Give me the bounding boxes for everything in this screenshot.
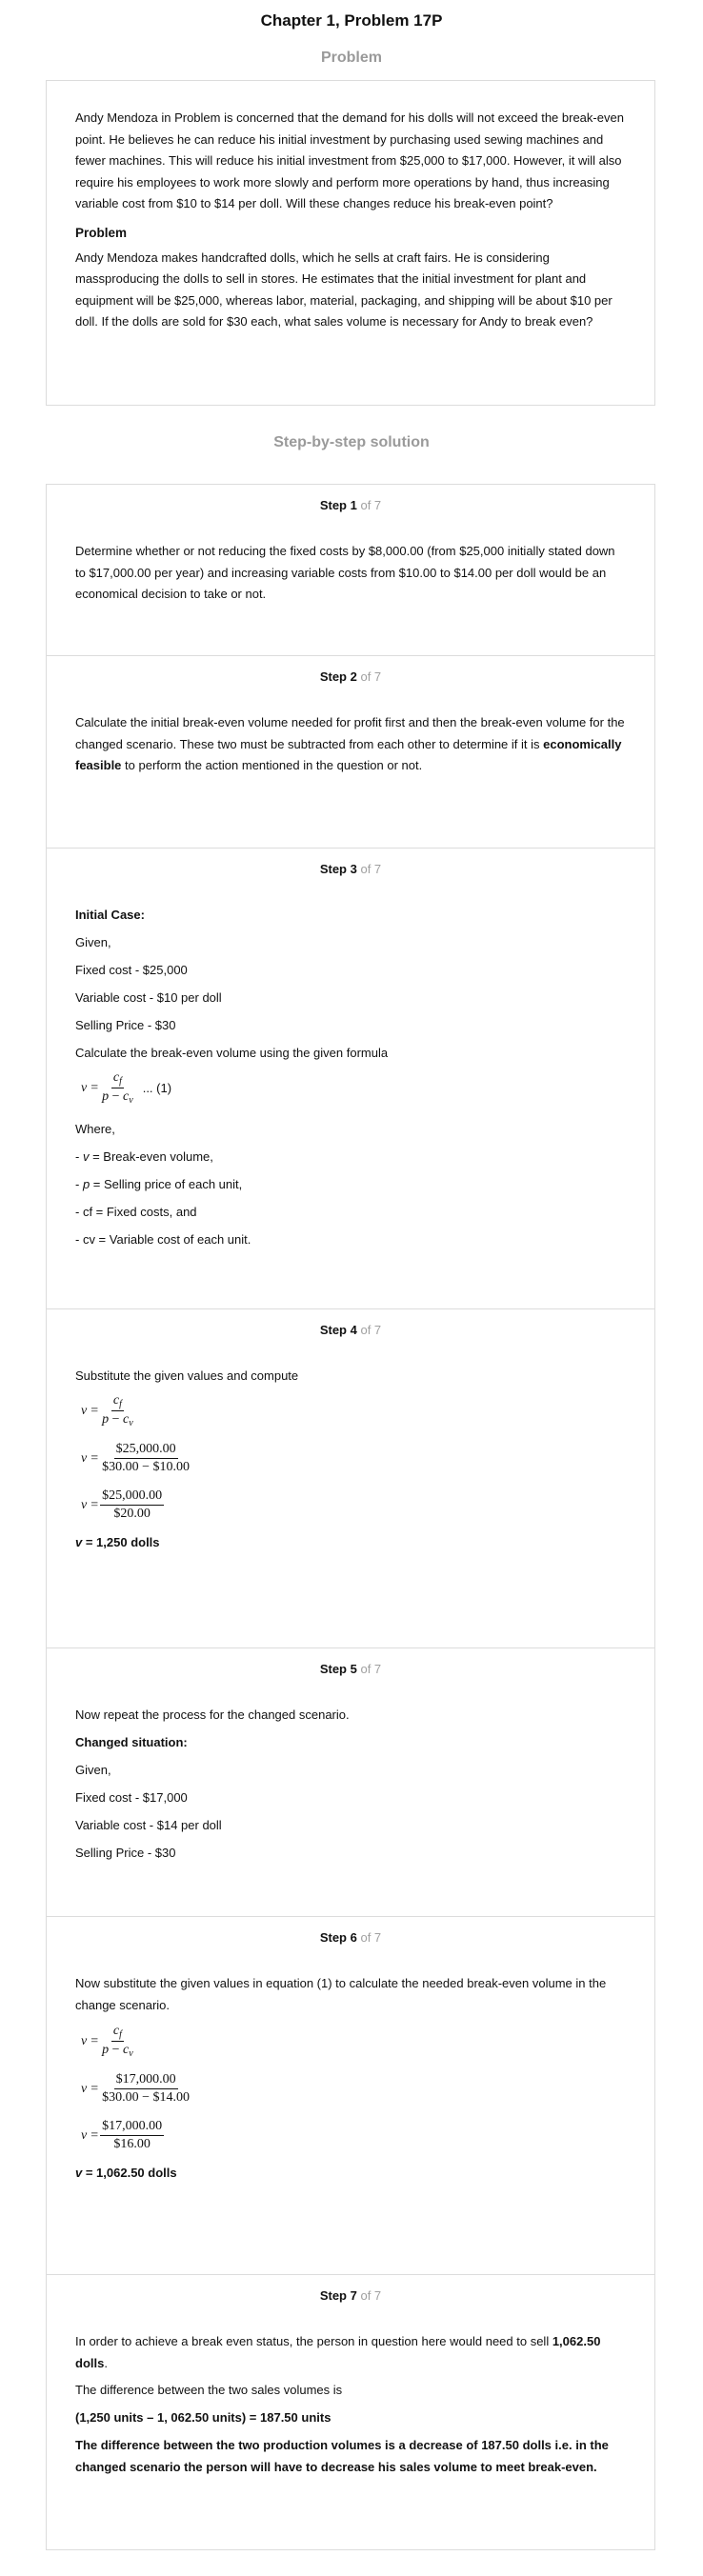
problem-heading: Problem bbox=[320, 50, 382, 66]
step-5 bbox=[46, 1647, 655, 1916]
step-6 bbox=[46, 1916, 655, 2274]
step-6-formula: v = $\frac{c_f}{p - c_v}$ bbox=[81, 2024, 133, 2059]
step-3-given: Given, bbox=[75, 935, 111, 949]
step-5-case-label: Changed situation: bbox=[75, 1735, 188, 1749]
step-5-header: Step 5 of 7 bbox=[319, 1662, 382, 1676]
step-7-text-a: In order to achieve a break even status, the person in question here would need to sell 1,062.50 dolls. bbox=[75, 2334, 601, 2370]
step-3-case-label: Initial Case: bbox=[75, 908, 145, 922]
equation-reference: ... (1) bbox=[142, 1081, 172, 1095]
step-5-fixed-cost: Fixed cost - $17,000 bbox=[75, 1790, 188, 1805]
problem-reference: Andy Mendoza makes handcrafted dolls, which he sells at craft fairs. He is considering massproducing the dolls to sell in stores. He estimates that the initial investment for plant and equipment will be $25,000, whereas labor, material, packaging, and shipping will be about $10 per doll. If the dolls are sold for $30 each, what sales volume is necessary for Andy to break even? bbox=[75, 250, 613, 329]
step-6-simplified: v = $\frac{\$17,000.00}{\$16.00}$ bbox=[81, 2119, 163, 2151]
step-1 bbox=[46, 484, 655, 655]
step-3-formula-intro: Calculate the break-even volume using the given formula bbox=[75, 1046, 389, 1060]
step-7-text-b: The difference between the two sales volumes is bbox=[75, 2383, 343, 2397]
step-6-substitution: v = $\frac{\$17,000.00}{\$30.00 - \$14.00}$ bbox=[81, 2072, 191, 2105]
step-5-intro: Now repeat the process for the changed scenario. bbox=[75, 1707, 350, 1722]
step-4-header: Step 4 of 7 bbox=[319, 1323, 382, 1337]
step-2-header: Step 2 of 7 bbox=[319, 669, 382, 684]
step-6-header: Step 6 of 7 bbox=[319, 1930, 382, 1945]
step-7-header: Step 7 of 7 bbox=[319, 2288, 382, 2303]
solution-heading: Step-by-step solution bbox=[273, 434, 430, 450]
step-4-formula: v = $\frac{c_f}{p - c_v}$ bbox=[81, 1393, 133, 1428]
problem-question: Andy Mendoza in Problem is concerned that the demand for his dolls will not exceed the break-even point. He believes he can reduce his initial investment by purchasing used sewing machines and fewer machines. This will reduce his initial investment from $25,000 to $17,000. However, it will also require his employees to work more slowly and perform more operations by hand, thus increasing variable cost from $10 to $14 per doll. Will these changes reduce his break-even point? bbox=[75, 110, 624, 210]
step-7-calculation: (1,250 units – 1, 062.50 units) = 187.50 units bbox=[75, 2410, 331, 2425]
step-7-conclusion: The difference between the two production volumes is a decrease of 187.50 dolls i.e. in the changed scenario the person will have to decrease his sales volume to meet break-even. bbox=[75, 2438, 609, 2474]
step-5-given: Given, bbox=[75, 1763, 111, 1777]
definition-cf: - cf = Fixed costs, and bbox=[75, 1205, 197, 1219]
definition-v: - v = Break-even volume, bbox=[75, 1149, 213, 1164]
step-4 bbox=[46, 1308, 655, 1647]
step-3-selling-price: Selling Price - $30 bbox=[75, 1018, 176, 1032]
step-1-text: Determine whether or not reducing the fixed costs by $8,000.00 (from $25,000 initially stated down to $17,000.00 per year) and increasing variable costs from $10.00 to $14.00 per doll would be an economical decision to take or not. bbox=[75, 544, 615, 601]
step-3-variable-cost: Variable cost - $10 per doll bbox=[75, 990, 222, 1005]
step-4-result: v = 1,250 dolls bbox=[75, 1535, 160, 1549]
step-4-substitution: v = $\frac{\$25,000.00}{\$30.00 - \$10.00}$ bbox=[81, 1442, 191, 1474]
step-1-header: Step 1 of 7 bbox=[319, 498, 382, 512]
step-7 bbox=[46, 2274, 655, 2550]
step-3 bbox=[46, 848, 655, 1308]
step-3-fixed-cost: Fixed cost - $25,000 bbox=[75, 963, 188, 977]
definition-cv: - cv = Variable cost of each unit. bbox=[75, 1232, 251, 1247]
step-5-variable-cost: Variable cost - $14 per doll bbox=[75, 1818, 222, 1832]
step-4-intro: Substitute the given values and compute bbox=[75, 1368, 299, 1383]
step-3-where: Where, bbox=[75, 1122, 115, 1136]
problem-subheading: Problem bbox=[75, 225, 128, 240]
definition-p: - p = Selling price of each unit, bbox=[75, 1177, 243, 1191]
problem-card bbox=[46, 80, 655, 406]
break-even-formula: v = $\frac{c_f}{p - c_v}$ ... (1) bbox=[81, 1070, 172, 1106]
step-2 bbox=[46, 655, 655, 848]
page-title: Chapter 1, Problem 17P bbox=[260, 11, 443, 30]
step-6-result: v = 1,062.50 dolls bbox=[75, 2166, 177, 2180]
step-3-header: Step 3 of 7 bbox=[319, 862, 382, 876]
step-5-selling-price: Selling Price - $30 bbox=[75, 1846, 176, 1860]
step-4-simplified: v = $\frac{\$25,000.00}{\$20.00}$ bbox=[81, 1488, 163, 1521]
step-2-text: Calculate the initial break-even volume needed for profit first and then the break-even volume for the changed scenario. These two must be subtracted from each other to determine if it is economically feasible to perform the action mentioned in the question or not. bbox=[75, 715, 625, 772]
step-6-intro: Now substitute the given values in equation (1) to calculate the needed break-even volume in the change scenario. bbox=[75, 1976, 607, 2012]
